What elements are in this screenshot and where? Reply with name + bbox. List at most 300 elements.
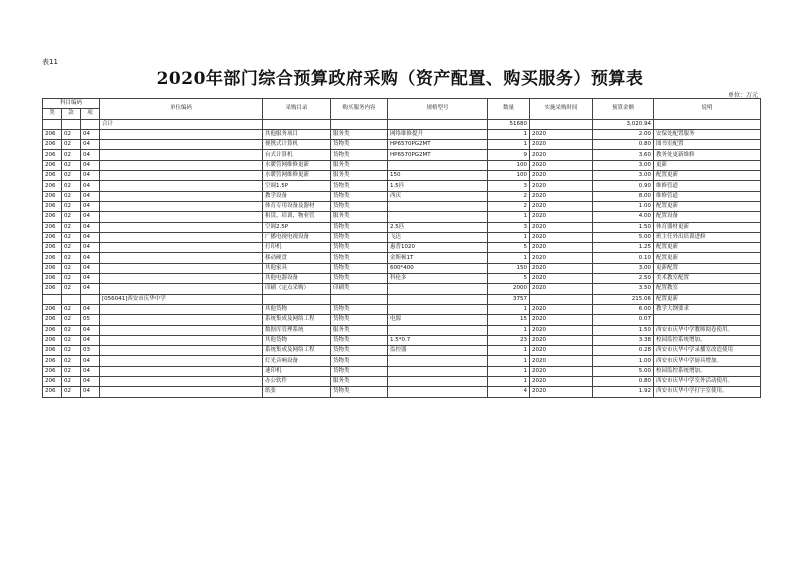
cell-unit bbox=[100, 335, 263, 345]
cell-time: 2020 bbox=[530, 274, 593, 284]
table-row bbox=[43, 253, 761, 263]
cell-spec: HP6570PG2MT bbox=[388, 140, 488, 150]
cell-amount: 215.06 bbox=[593, 294, 654, 304]
cell-lei: 206 bbox=[43, 274, 62, 284]
cell-lei bbox=[43, 119, 62, 129]
cell-qty: 5 bbox=[488, 274, 530, 284]
cell-service: 货物类 bbox=[331, 140, 388, 150]
header-unit-code: 单位编码 bbox=[100, 99, 263, 120]
cell-catalog: 其他电器设备 bbox=[263, 274, 331, 284]
cell-lei: 206 bbox=[43, 253, 62, 263]
cell-note: 西安市庆华中学室外活动使用。 bbox=[654, 377, 761, 387]
cell-time: 2020 bbox=[530, 232, 593, 242]
cell-kuan: 02 bbox=[62, 325, 81, 335]
cell-xiang: 04 bbox=[81, 181, 100, 191]
cell-qty: 1 bbox=[488, 325, 530, 335]
cell-spec: 网络维修提升 bbox=[388, 129, 488, 139]
header-note: 说明 bbox=[654, 99, 761, 120]
cell-service: 服务类 bbox=[331, 212, 388, 222]
cell-xiang: 04 bbox=[81, 191, 100, 201]
cell-qty: 1 bbox=[488, 377, 530, 387]
cell-kuan: 02 bbox=[62, 366, 81, 376]
cell-spec bbox=[388, 304, 488, 314]
cell-catalog: 其他货物 bbox=[263, 304, 331, 314]
cell-time: 2020 bbox=[530, 150, 593, 160]
cell-xiang: 04 bbox=[81, 171, 100, 181]
cell-xiang: 04 bbox=[81, 387, 100, 397]
table-row bbox=[43, 325, 761, 335]
cell-spec: 惠普1020 bbox=[388, 243, 488, 253]
cell-xiang: 04 bbox=[81, 140, 100, 150]
cell-qty: 1 bbox=[488, 212, 530, 222]
cell-service: 印刷类 bbox=[331, 284, 388, 294]
cell-lei: 206 bbox=[43, 366, 62, 376]
cell-catalog: 教学设备 bbox=[263, 191, 331, 201]
cell-time: 2020 bbox=[530, 325, 593, 335]
cell-kuan: 02 bbox=[62, 356, 81, 366]
cell-catalog: 数据库管理系统 bbox=[263, 325, 331, 335]
cell-amount: 0.90 bbox=[593, 181, 654, 191]
cell-amount: 0.28 bbox=[593, 346, 654, 356]
table-row bbox=[43, 335, 761, 345]
cell-note: 美术教室配置 bbox=[654, 274, 761, 284]
cell-lei: 206 bbox=[43, 150, 62, 160]
cell-service: 货物类 bbox=[331, 315, 388, 325]
cell-xiang: 04 bbox=[81, 212, 100, 222]
cell-spec bbox=[388, 284, 488, 294]
cell-kuan: 02 bbox=[62, 315, 81, 325]
cell-time: 2020 bbox=[530, 212, 593, 222]
cell-kuan: 02 bbox=[62, 181, 81, 191]
table-row bbox=[43, 377, 761, 387]
cell-lei: 206 bbox=[43, 191, 62, 201]
cell-spec bbox=[388, 356, 488, 366]
cell-amount: 0.80 bbox=[593, 140, 654, 150]
cell-time: 2020 bbox=[530, 171, 593, 181]
cell-unit bbox=[100, 160, 263, 170]
cell-catalog: 移动硬盘 bbox=[263, 253, 331, 263]
cell-note: 教务处更新维修 bbox=[654, 150, 761, 160]
cell-spec: 电源 bbox=[388, 315, 488, 325]
cell-note: 西安市庆华中学厨具增加。 bbox=[654, 356, 761, 366]
cell-unit bbox=[100, 304, 263, 314]
cell-catalog: 水暖管网维修更新 bbox=[263, 160, 331, 170]
cell-unit bbox=[100, 356, 263, 366]
cell-catalog: 租赁、培训、物业管 bbox=[263, 212, 331, 222]
cell-time: 2020 bbox=[530, 377, 593, 387]
cell-note: 校园监控系统增加。 bbox=[654, 366, 761, 376]
cell-amount: 3.50 bbox=[593, 284, 654, 294]
cell-amount: 0.10 bbox=[593, 253, 654, 263]
cell-spec: 监控器 bbox=[388, 346, 488, 356]
cell-catalog: 印刷（定点采购） bbox=[263, 284, 331, 294]
cell-spec bbox=[388, 201, 488, 211]
cell-spec bbox=[388, 387, 488, 397]
cell-time bbox=[530, 119, 593, 129]
cell-kuan: 02 bbox=[62, 191, 81, 201]
cell-lei: 206 bbox=[43, 346, 62, 356]
cell-service: 货物类 bbox=[331, 201, 388, 211]
cell-xiang: 04 bbox=[81, 222, 100, 232]
header-subject-code: 科目编码 bbox=[43, 99, 100, 109]
cell-kuan: 02 bbox=[62, 387, 81, 397]
cell-xiang: 04 bbox=[81, 232, 100, 242]
cell-amount: 0.80 bbox=[593, 377, 654, 387]
cell-time: 2020 bbox=[530, 284, 593, 294]
cell-kuan: 02 bbox=[62, 243, 81, 253]
cell-qty: 9 bbox=[488, 150, 530, 160]
cell-lei: 206 bbox=[43, 377, 62, 387]
cell-spec bbox=[388, 160, 488, 170]
cell-amount: 1.50 bbox=[593, 222, 654, 232]
cell-spec: 西庆 bbox=[388, 191, 488, 201]
cell-note bbox=[654, 315, 761, 325]
cell-spec: 金斯顿1T bbox=[388, 253, 488, 263]
cell-catalog: 水暖管网维修更新 bbox=[263, 171, 331, 181]
cell-service: 货物类 bbox=[331, 222, 388, 232]
cell-catalog: 便携式计算机 bbox=[263, 140, 331, 150]
cell-time bbox=[530, 294, 593, 304]
cell-note: 配置更新 bbox=[654, 243, 761, 253]
cell-note: 配置更新 bbox=[654, 253, 761, 263]
cell-spec: 600*400 bbox=[388, 263, 488, 273]
cell-catalog: 灯光音响设备 bbox=[263, 356, 331, 366]
table-row bbox=[43, 284, 761, 294]
cell-catalog: 空调2.5P bbox=[263, 222, 331, 232]
cell-time: 2020 bbox=[530, 181, 593, 191]
cell-amount: 0.07 bbox=[593, 315, 654, 325]
cell-kuan: 02 bbox=[62, 129, 81, 139]
table-row bbox=[43, 222, 761, 232]
cell-amount: 3.60 bbox=[593, 150, 654, 160]
cell-amount: 3.00 bbox=[593, 263, 654, 273]
cell-kuan: 02 bbox=[62, 201, 81, 211]
cell-service: 货物类 bbox=[331, 232, 388, 242]
cell-spec: 飞达 bbox=[388, 232, 488, 242]
cell-lei: 206 bbox=[43, 263, 62, 273]
cell-xiang: 04 bbox=[81, 160, 100, 170]
cell-amount: 1.92 bbox=[593, 387, 654, 397]
cell-unit bbox=[100, 274, 263, 284]
cell-qty: 100 bbox=[488, 160, 530, 170]
cell-catalog: 空调1.5P bbox=[263, 181, 331, 191]
table-row bbox=[43, 140, 761, 150]
cell-kuan: 02 bbox=[62, 140, 81, 150]
cell-note: 教学大纲要求 bbox=[654, 304, 761, 314]
cell-unit bbox=[100, 140, 263, 150]
cell-lei: 206 bbox=[43, 129, 62, 139]
cell-time: 2020 bbox=[530, 346, 593, 356]
header-qty: 数量 bbox=[488, 99, 530, 120]
cell-spec: 2.5匹 bbox=[388, 222, 488, 232]
cell-qty: 3 bbox=[488, 222, 530, 232]
cell-spec: 150 bbox=[388, 171, 488, 181]
cell-amount: 2.50 bbox=[593, 274, 654, 284]
cell-kuan: 02 bbox=[62, 150, 81, 160]
cell-spec: 1.5*0.7 bbox=[388, 335, 488, 345]
table-row bbox=[43, 232, 761, 242]
cell-unit bbox=[100, 315, 263, 325]
cell-lei: 206 bbox=[43, 201, 62, 211]
cell-note: 维修管道 bbox=[654, 191, 761, 201]
cell-qty: 1 bbox=[488, 129, 530, 139]
cell-amount: 2.00 bbox=[593, 129, 654, 139]
cell-lei: 206 bbox=[43, 325, 62, 335]
header-kuan: 款 bbox=[62, 109, 81, 119]
table-row bbox=[43, 356, 761, 366]
cell-amount: 8.00 bbox=[593, 191, 654, 201]
cell-note: 更新 bbox=[654, 160, 761, 170]
cell-time: 2020 bbox=[530, 263, 593, 273]
cell-xiang: 05 bbox=[81, 315, 100, 325]
cell-unit bbox=[100, 201, 263, 211]
cell-qty: 4 bbox=[488, 387, 530, 397]
table-row bbox=[43, 181, 761, 191]
header-lei: 类 bbox=[43, 109, 62, 119]
cell-qty: 1 bbox=[488, 232, 530, 242]
cell-note: 体育器材更新 bbox=[654, 222, 761, 232]
cell-time: 2020 bbox=[530, 222, 593, 232]
cell-service: 货物类 bbox=[331, 304, 388, 314]
cell-lei: 206 bbox=[43, 171, 62, 181]
cell-time: 2020 bbox=[530, 304, 593, 314]
cell-note: 配置教室 bbox=[654, 284, 761, 294]
cell-catalog: 系统集成及网络工程 bbox=[263, 315, 331, 325]
cell-amount: 4.00 bbox=[593, 212, 654, 222]
table-row bbox=[43, 304, 761, 314]
cell-unit: 合计 bbox=[100, 119, 263, 129]
cell-spec bbox=[388, 119, 488, 129]
cell-spec bbox=[388, 212, 488, 222]
cell-service: 货物类 bbox=[331, 274, 388, 284]
cell-service: 货物类 bbox=[331, 243, 388, 253]
cell-qty: 51680 bbox=[488, 119, 530, 129]
cell-lei: 206 bbox=[43, 181, 62, 191]
cell-note: 配置更新 bbox=[654, 171, 761, 181]
cell-time: 2020 bbox=[530, 129, 593, 139]
cell-time: 2020 bbox=[530, 335, 593, 345]
cell-qty: 2000 bbox=[488, 284, 530, 294]
cell-spec bbox=[388, 366, 488, 376]
cell-note: 西安市庆华中学教师阅卷使用。 bbox=[654, 325, 761, 335]
cell-xiang: 04 bbox=[81, 253, 100, 263]
cell-amount: 1.50 bbox=[593, 325, 654, 335]
cell-catalog: 办公软件 bbox=[263, 377, 331, 387]
cell-unit bbox=[100, 284, 263, 294]
cell-qty: 23 bbox=[488, 335, 530, 345]
cell-xiang: 04 bbox=[81, 274, 100, 284]
cell-unit bbox=[100, 129, 263, 139]
cell-xiang: 04 bbox=[81, 304, 100, 314]
cell-lei: 206 bbox=[43, 140, 62, 150]
table-row bbox=[43, 387, 761, 397]
cell-service: 货物类 bbox=[331, 150, 388, 160]
cell-catalog: 体育专用设备及器材 bbox=[263, 201, 331, 211]
cell-qty: 1 bbox=[488, 346, 530, 356]
cell-qty: 1 bbox=[488, 356, 530, 366]
table-body bbox=[43, 119, 761, 397]
cell-catalog: 系统集成及网络工程 bbox=[263, 346, 331, 356]
table-label: 表11 bbox=[42, 58, 58, 66]
cell-unit bbox=[100, 377, 263, 387]
cell-kuan: 02 bbox=[62, 377, 81, 387]
table-row bbox=[43, 263, 761, 273]
cell-unit bbox=[100, 243, 263, 253]
table-row bbox=[43, 201, 761, 211]
header-spec: 规格型号 bbox=[388, 99, 488, 120]
table-row bbox=[43, 346, 761, 356]
cell-note: 更新配置 bbox=[654, 263, 761, 273]
cell-note: 西安市庆华中学录播室改造使用 bbox=[654, 346, 761, 356]
cell-service: 货物类 bbox=[331, 356, 388, 366]
cell-service: 服务类 bbox=[331, 160, 388, 170]
cell-unit bbox=[100, 366, 263, 376]
cell-unit bbox=[100, 232, 263, 242]
cell-service: 货物类 bbox=[331, 191, 388, 201]
cell-xiang bbox=[81, 294, 100, 304]
unit-label: 单位：万元 bbox=[727, 92, 758, 99]
cell-catalog: 台式计算机 bbox=[263, 150, 331, 160]
cell-catalog bbox=[263, 294, 331, 304]
cell-catalog: 纸张 bbox=[263, 387, 331, 397]
cell-kuan: 02 bbox=[62, 284, 81, 294]
cell-time: 2020 bbox=[530, 253, 593, 263]
cell-time: 2020 bbox=[530, 191, 593, 201]
cell-amount: 3.00 bbox=[593, 171, 654, 181]
cell-amount: 5.00 bbox=[593, 366, 654, 376]
cell-note: 班主任外出培训进修 bbox=[654, 232, 761, 242]
cell-catalog: 广播电视电视设备 bbox=[263, 232, 331, 242]
cell-unit bbox=[100, 171, 263, 181]
cell-catalog: 其他服务项目 bbox=[263, 129, 331, 139]
cell-note: 配置更新 bbox=[654, 294, 761, 304]
table-row bbox=[43, 212, 761, 222]
cell-note: 配置设备 bbox=[654, 212, 761, 222]
cell-service: 货物类 bbox=[331, 335, 388, 345]
cell-qty: 1 bbox=[488, 253, 530, 263]
cell-amount: 6.00 bbox=[593, 304, 654, 314]
cell-lei: 206 bbox=[43, 335, 62, 345]
cell-service: 服务类 bbox=[331, 325, 388, 335]
cell-qty: 1 bbox=[488, 304, 530, 314]
cell-catalog: 其他家具 bbox=[263, 263, 331, 273]
header-amount: 预算金额 bbox=[593, 99, 654, 120]
cell-time: 2020 bbox=[530, 366, 593, 376]
cell-qty: 2 bbox=[488, 201, 530, 211]
cell-unit bbox=[100, 325, 263, 335]
cell-xiang: 04 bbox=[81, 377, 100, 387]
cell-qty: 5 bbox=[488, 243, 530, 253]
cell-amount: 1.00 bbox=[593, 356, 654, 366]
cell-amount: 1.00 bbox=[593, 201, 654, 211]
cell-xiang: 04 bbox=[81, 201, 100, 211]
cell-lei: 206 bbox=[43, 222, 62, 232]
cell-xiang: 04 bbox=[81, 366, 100, 376]
cell-time: 2020 bbox=[530, 140, 593, 150]
table-row bbox=[43, 171, 761, 181]
cell-unit bbox=[100, 181, 263, 191]
cell-spec: HP6570PG2MT bbox=[388, 150, 488, 160]
cell-time: 2020 bbox=[530, 201, 593, 211]
cell-lei: 206 bbox=[43, 304, 62, 314]
cell-unit bbox=[100, 191, 263, 201]
cell-amount: 1.25 bbox=[593, 243, 654, 253]
cell-service bbox=[331, 119, 388, 129]
table-row bbox=[43, 160, 761, 170]
cell-unit bbox=[100, 222, 263, 232]
table-header bbox=[43, 99, 761, 120]
cell-amount: 5.00 bbox=[593, 232, 654, 242]
cell-kuan: 02 bbox=[62, 253, 81, 263]
cell-note: 维修管道 bbox=[654, 181, 761, 191]
cell-note bbox=[654, 119, 761, 129]
cell-xiang: 04 bbox=[81, 356, 100, 366]
cell-unit bbox=[100, 387, 263, 397]
cell-note: 配置更新 bbox=[654, 201, 761, 211]
cell-catalog: 其他货物 bbox=[263, 335, 331, 345]
cell-xiang: 04 bbox=[81, 129, 100, 139]
table-row bbox=[43, 294, 761, 304]
cell-unit bbox=[100, 346, 263, 356]
cell-unit bbox=[100, 212, 263, 222]
cell-kuan bbox=[62, 294, 81, 304]
cell-xiang: 04 bbox=[81, 325, 100, 335]
cell-unit bbox=[100, 253, 263, 263]
header-xiang: 项 bbox=[81, 109, 100, 119]
cell-kuan: 02 bbox=[62, 222, 81, 232]
cell-lei: 206 bbox=[43, 387, 62, 397]
cell-spec bbox=[388, 377, 488, 387]
cell-qty: 1 bbox=[488, 140, 530, 150]
cell-spec bbox=[388, 325, 488, 335]
cell-unit bbox=[100, 150, 263, 160]
cell-service: 货物类 bbox=[331, 387, 388, 397]
table-row bbox=[43, 150, 761, 160]
cell-lei: 206 bbox=[43, 243, 62, 253]
cell-amount: 3,020.94 bbox=[593, 119, 654, 129]
cell-kuan: 02 bbox=[62, 274, 81, 284]
cell-lei bbox=[43, 294, 62, 304]
cell-xiang: 04 bbox=[81, 243, 100, 253]
cell-kuan: 02 bbox=[62, 212, 81, 222]
table-row bbox=[43, 315, 761, 325]
cell-kuan: 02 bbox=[62, 346, 81, 356]
cell-xiang bbox=[81, 119, 100, 129]
cell-service: 货物类 bbox=[331, 346, 388, 356]
cell-service: 货物类 bbox=[331, 366, 388, 376]
cell-time: 2020 bbox=[530, 160, 593, 170]
cell-service: 货物类 bbox=[331, 263, 388, 273]
cell-qty: 1 bbox=[488, 366, 530, 376]
cell-spec: 科伦多 bbox=[388, 274, 488, 284]
cell-qty: 15 bbox=[488, 315, 530, 325]
cell-qty: 3 bbox=[488, 181, 530, 191]
cell-catalog: 速印机 bbox=[263, 366, 331, 376]
cell-xiang: 04 bbox=[81, 150, 100, 160]
cell-time: 2020 bbox=[530, 315, 593, 325]
cell-amount: 3.38 bbox=[593, 335, 654, 345]
cell-service: 服务类 bbox=[331, 129, 388, 139]
cell-qty: 100 bbox=[488, 171, 530, 181]
table-row bbox=[43, 243, 761, 253]
page-title: 2020年部门综合预算政府采购（资产配置、购买服务）预算表 bbox=[156, 69, 644, 89]
cell-time: 2020 bbox=[530, 387, 593, 397]
cell-lei: 206 bbox=[43, 284, 62, 294]
cell-qty: 2 bbox=[488, 191, 530, 201]
cell-unit bbox=[100, 263, 263, 273]
cell-service: 服务类 bbox=[331, 377, 388, 387]
cell-kuan: 02 bbox=[62, 232, 81, 242]
